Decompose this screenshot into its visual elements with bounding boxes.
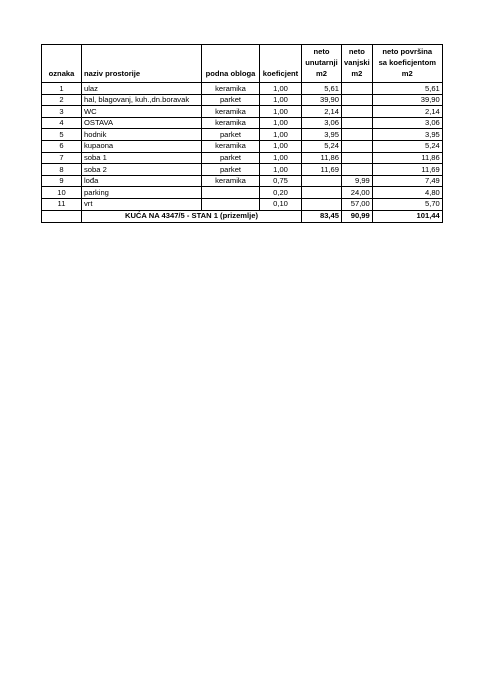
cell-oznaka: 2 xyxy=(42,94,82,106)
total-label: KUĆA NA 4347/5 - STAN 1 (prizemlje) xyxy=(82,210,302,223)
cell-naziv: hal, blagovanj, kuh.,dn.boravak xyxy=(82,94,202,106)
cell-unutarnji: 11,86 xyxy=(302,152,342,164)
header-neto-unutarnji-line2: unutarnji xyxy=(305,58,338,67)
table-row xyxy=(42,187,443,199)
cell-podna: keramika xyxy=(202,106,260,118)
cell-unutarnji: 3,95 xyxy=(302,129,342,141)
cell-podna: parket xyxy=(202,94,260,106)
header-koeficjent: koeficjent xyxy=(260,45,302,83)
cell-oznaka: 9 xyxy=(42,175,82,187)
cell-oznaka: 3 xyxy=(42,106,82,118)
cell-koef: 1,00 xyxy=(260,152,302,164)
header-neto-vanjski xyxy=(342,45,373,83)
cell-unutarnji: 5,24 xyxy=(302,140,342,152)
header-neto-unutarnji-line1: neto xyxy=(313,47,330,56)
cell-koef: 0,10 xyxy=(260,198,302,210)
table-row xyxy=(42,164,443,176)
cell-podna: keramika xyxy=(202,83,260,95)
cell-naziv: hodnik xyxy=(82,129,202,141)
cell-naziv: kupaona xyxy=(82,140,202,152)
cell-koef: 1,00 xyxy=(260,83,302,95)
cell-koef: 0,20 xyxy=(260,187,302,199)
table-row xyxy=(42,117,443,129)
table-row xyxy=(42,140,443,152)
header-neto-vanjski-line3: m2 xyxy=(351,69,363,78)
cell-naziv: soba 1 xyxy=(82,152,202,164)
cell-naziv: OSTAVA xyxy=(82,117,202,129)
table-row xyxy=(42,175,443,187)
header-podna-obloga: podna obloga xyxy=(202,45,260,83)
cell-unutarnji xyxy=(302,198,342,210)
cell-koef: 0,75 xyxy=(260,175,302,187)
cell-oznaka: 10 xyxy=(42,187,82,199)
cell-vanjski: 24,00 xyxy=(342,187,373,199)
cell-koef: 1,00 xyxy=(260,117,302,129)
cell-vanjski: 57,00 xyxy=(342,198,373,210)
cell-sakoef: 4,80 xyxy=(372,187,442,199)
header-sakoef-line1: neto površina xyxy=(382,47,433,56)
cell-unutarnji xyxy=(302,175,342,187)
cell-koef: 1,00 xyxy=(260,140,302,152)
cell-naziv: parking xyxy=(82,187,202,199)
cell-naziv: vrt xyxy=(82,198,202,210)
table-row xyxy=(42,106,443,118)
cell-koef: 1,00 xyxy=(260,129,302,141)
cell-sakoef: 39,90 xyxy=(372,94,442,106)
cell-podna: keramika xyxy=(202,140,260,152)
cell-vanjski xyxy=(342,83,373,95)
cell-koef: 1,00 xyxy=(260,106,302,118)
cell-oznaka: 4 xyxy=(42,117,82,129)
table-row xyxy=(42,152,443,164)
cell-vanjski xyxy=(342,106,373,118)
cell-naziv: soba 2 xyxy=(82,164,202,176)
cell-podna: parket xyxy=(202,152,260,164)
cell-unutarnji: 11,69 xyxy=(302,164,342,176)
cell-naziv: WC xyxy=(82,106,202,118)
total-unutarnji: 83,45 xyxy=(302,210,342,223)
cell-vanjski xyxy=(342,129,373,141)
cell-podna: keramika xyxy=(202,117,260,129)
cell-podna xyxy=(202,198,260,210)
cell-sakoef: 2,14 xyxy=(372,106,442,118)
cell-naziv: ulaz xyxy=(82,83,202,95)
header-sakoef-line2: sa koeficjentom xyxy=(378,58,436,67)
table-row xyxy=(42,94,443,106)
total-sakoef: 101,44 xyxy=(372,210,442,223)
table-row xyxy=(42,198,443,210)
cell-sakoef: 11,69 xyxy=(372,164,442,176)
total-empty-cell xyxy=(42,210,82,223)
table-row xyxy=(42,83,443,95)
cell-oznaka: 11 xyxy=(42,198,82,210)
cell-podna: keramika xyxy=(202,175,260,187)
cell-oznaka: 7 xyxy=(42,152,82,164)
header-oznaka: oznaka xyxy=(42,45,82,83)
cell-vanjski xyxy=(342,140,373,152)
cell-podna: parket xyxy=(202,164,260,176)
cell-vanjski xyxy=(342,164,373,176)
header-neto-sa-koeficjentom xyxy=(372,45,442,83)
cell-koef: 1,00 xyxy=(260,164,302,176)
cell-unutarnji xyxy=(302,187,342,199)
total-vanjski: 90,99 xyxy=(342,210,373,223)
cell-sakoef: 3,95 xyxy=(372,129,442,141)
cell-sakoef: 3,06 xyxy=(372,117,442,129)
header-naziv: naziv prostorije xyxy=(82,45,202,83)
cell-sakoef: 5,24 xyxy=(372,140,442,152)
cell-podna: parket xyxy=(202,129,260,141)
table-total-row xyxy=(42,210,443,223)
cell-sakoef: 5,61 xyxy=(372,83,442,95)
cell-podna xyxy=(202,187,260,199)
header-neto-unutarnji-line3: m2 xyxy=(316,69,327,78)
header-neto-vanjski-line1: neto xyxy=(348,47,365,56)
cell-unutarnji: 3,06 xyxy=(302,117,342,129)
cell-oznaka: 1 xyxy=(42,83,82,95)
cell-sakoef: 11,86 xyxy=(372,152,442,164)
header-neto-unutarnji xyxy=(302,45,342,83)
cell-oznaka: 6 xyxy=(42,140,82,152)
cell-vanjski xyxy=(342,152,373,164)
cell-naziv: lođa xyxy=(82,175,202,187)
cell-unutarnji: 5,61 xyxy=(302,83,342,95)
cell-sakoef: 5,70 xyxy=(372,198,442,210)
cell-vanjski: 9,99 xyxy=(342,175,373,187)
header-neto-vanjski-line2: vanjski xyxy=(344,58,370,67)
cell-sakoef: 7,49 xyxy=(372,175,442,187)
cell-koef: 1,00 xyxy=(260,94,302,106)
cell-unutarnji: 2,14 xyxy=(302,106,342,118)
cell-unutarnji: 39,90 xyxy=(302,94,342,106)
cell-vanjski xyxy=(342,117,373,129)
cell-oznaka: 5 xyxy=(42,129,82,141)
cell-vanjski xyxy=(342,94,373,106)
header-sakoef-line3: m2 xyxy=(401,69,413,78)
cell-oznaka: 8 xyxy=(42,164,82,176)
room-area-table xyxy=(41,44,443,223)
table-row xyxy=(42,129,443,141)
table-header-row xyxy=(42,45,443,83)
